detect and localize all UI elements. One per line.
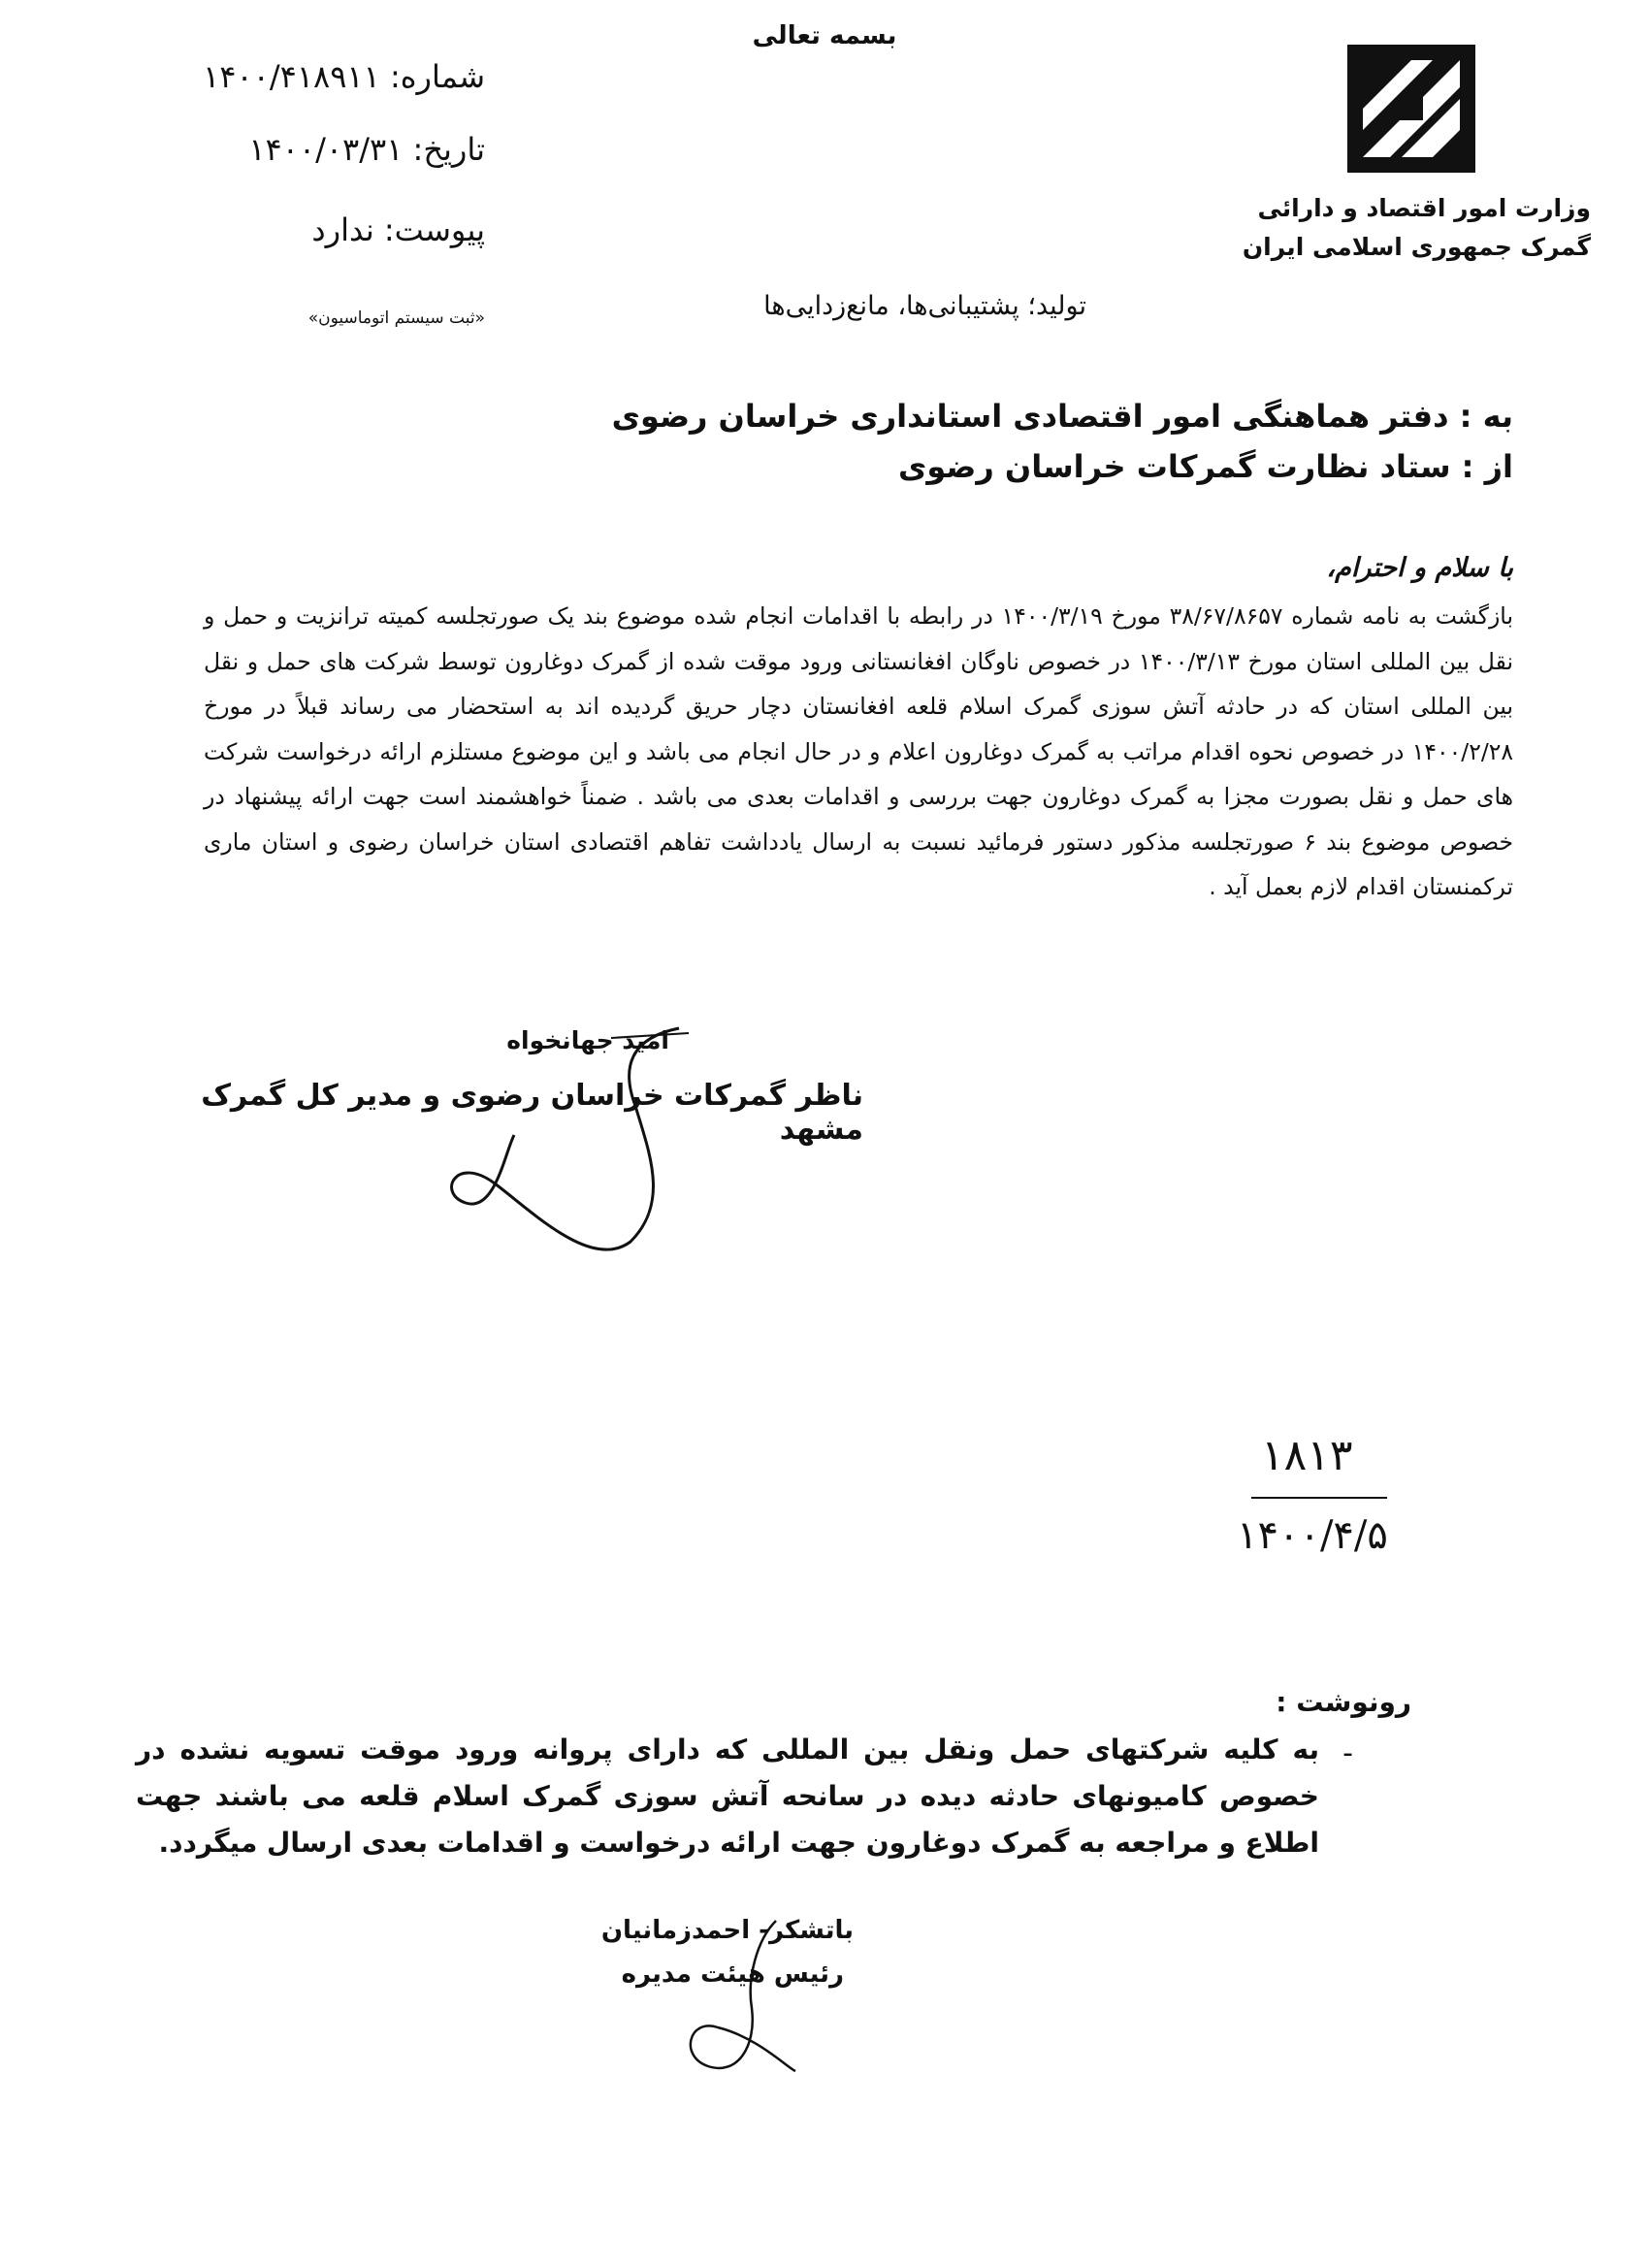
handwritten-number: ۱۸۱۳ — [1261, 1431, 1353, 1480]
date-value: ۱۴۰۰/۰۳/۳۱ — [248, 131, 404, 168]
automation-note: «ثبت سیستم اتوماسیون» — [307, 308, 485, 328]
year-slogan: تولید؛ پشتیبانی‌ها، مانع‌زدایی‌ها — [763, 291, 1086, 321]
salutation: بسمه تعالی — [752, 21, 897, 50]
letter-number — [155, 58, 485, 95]
signatory-title: ناظر گمرکات خراسان رضوی و مدیر کل گمرک مشهد — [201, 1079, 863, 1147]
attachment-value: ندارد — [311, 211, 374, 248]
letter-body: بازگشت به نامه شماره ۳۸/۶۷/۸۶۵۷ مورخ ۱۴۰۰/۳/۱۹ در رابطه با اقدامات انجام شده موضوع بند یک صورتجلسه کمیته ترانزیت و حمل و نقل بین المللی استان مورخ ۱۴۰۰/۳/۱۳ در خصوص ناوگان افغانستانی ورود موقت شده از گمرک دوغارون توسط شرکت های حمل و نقل بین المللی استان که در حادثه آتش سوزی گمرک اسلام قلعه افغانستان دچار حریق گردیده اند به استحضار می رساند قبلاً در مورخ ۱۴۰۰/۲/۲۸ در خصوص نحوه اقدام مراتب به گمرک دوغارون اعلام و در حال انجام می باشد و این موضوع مستلزم ارائه درخواست شرکت های حمل و نقل بصورت مجزا به گمرک دوغارون جهت بررسی و اقدامات بعدی می باشد . ضمناً خواهشمند است جهت ارائه پیشنهاد در خصوص موضوع بند ۶ صورتجلسه مذکور دستور فرمائید نسبت به ارسال یادداشت تفاهم اقتصادی استان خراسان رضوی و استان ماری ترکمنستان اقدام لازم بعمل آید . — [204, 602, 1514, 900]
number-value: ۱۴۰۰/۴۱۸۹۱۱ — [203, 58, 380, 95]
cc-handwritten-signature — [669, 1901, 863, 2086]
date-label: تاریخ: — [412, 131, 485, 168]
handwritten-divider — [1251, 1497, 1387, 1499]
handwritten-date: ۱۴۰۰/۴/۵ — [1237, 1513, 1388, 1558]
signatory-name: امید جهانخواه — [506, 1026, 669, 1054]
letter-attachment — [155, 211, 485, 248]
from-label: از : — [1461, 448, 1513, 485]
handwritten-signature — [436, 1009, 747, 1261]
attachment-label: پیوست: — [383, 211, 485, 248]
header-organization-block — [1183, 189, 1591, 267]
recipient-line — [446, 398, 1513, 435]
cc-signatory-title: رئیس هیئت مدیره — [621, 1960, 844, 1989]
cc-signatory-name: باتشکر- احمدزمانیان — [600, 1916, 854, 1945]
greeting: با سلام و احترام، — [1326, 553, 1513, 583]
customs-logo — [1343, 41, 1479, 177]
cc-bullet: - — [1342, 1736, 1353, 1770]
to-value: دفتر هماهنگی امور اقتصادی استانداری خراسان رضوی — [611, 398, 1449, 435]
organization-name: گمرک جمهوری اسلامی ایران — [1242, 233, 1591, 261]
number-label: شماره: — [389, 58, 485, 95]
letter-date — [155, 131, 485, 168]
to-label: به : — [1459, 398, 1513, 435]
cc-title: رونوشت : — [1276, 1686, 1411, 1718]
from-value: ستاد نظارت گمرکات خراسان رضوی — [898, 448, 1451, 485]
sender-line — [446, 448, 1513, 485]
cc-text: به کلیه شرکتهای حمل ونقل بین المللی که دارای پروانه ورود موقت تسویه نشده در خصوص کامیونهای حادثه دیده در سانحه آتش سوزی گمرک اسلام قلعه می باشند جهت اطلاع و مراجعه به گمرک دوغارون جهت ارائه درخواست و اقدامات بعدی ارسال میگردد. — [136, 1733, 1319, 1859]
ministry-name: وزارت امور اقتصاد و دارائی — [1257, 194, 1591, 222]
